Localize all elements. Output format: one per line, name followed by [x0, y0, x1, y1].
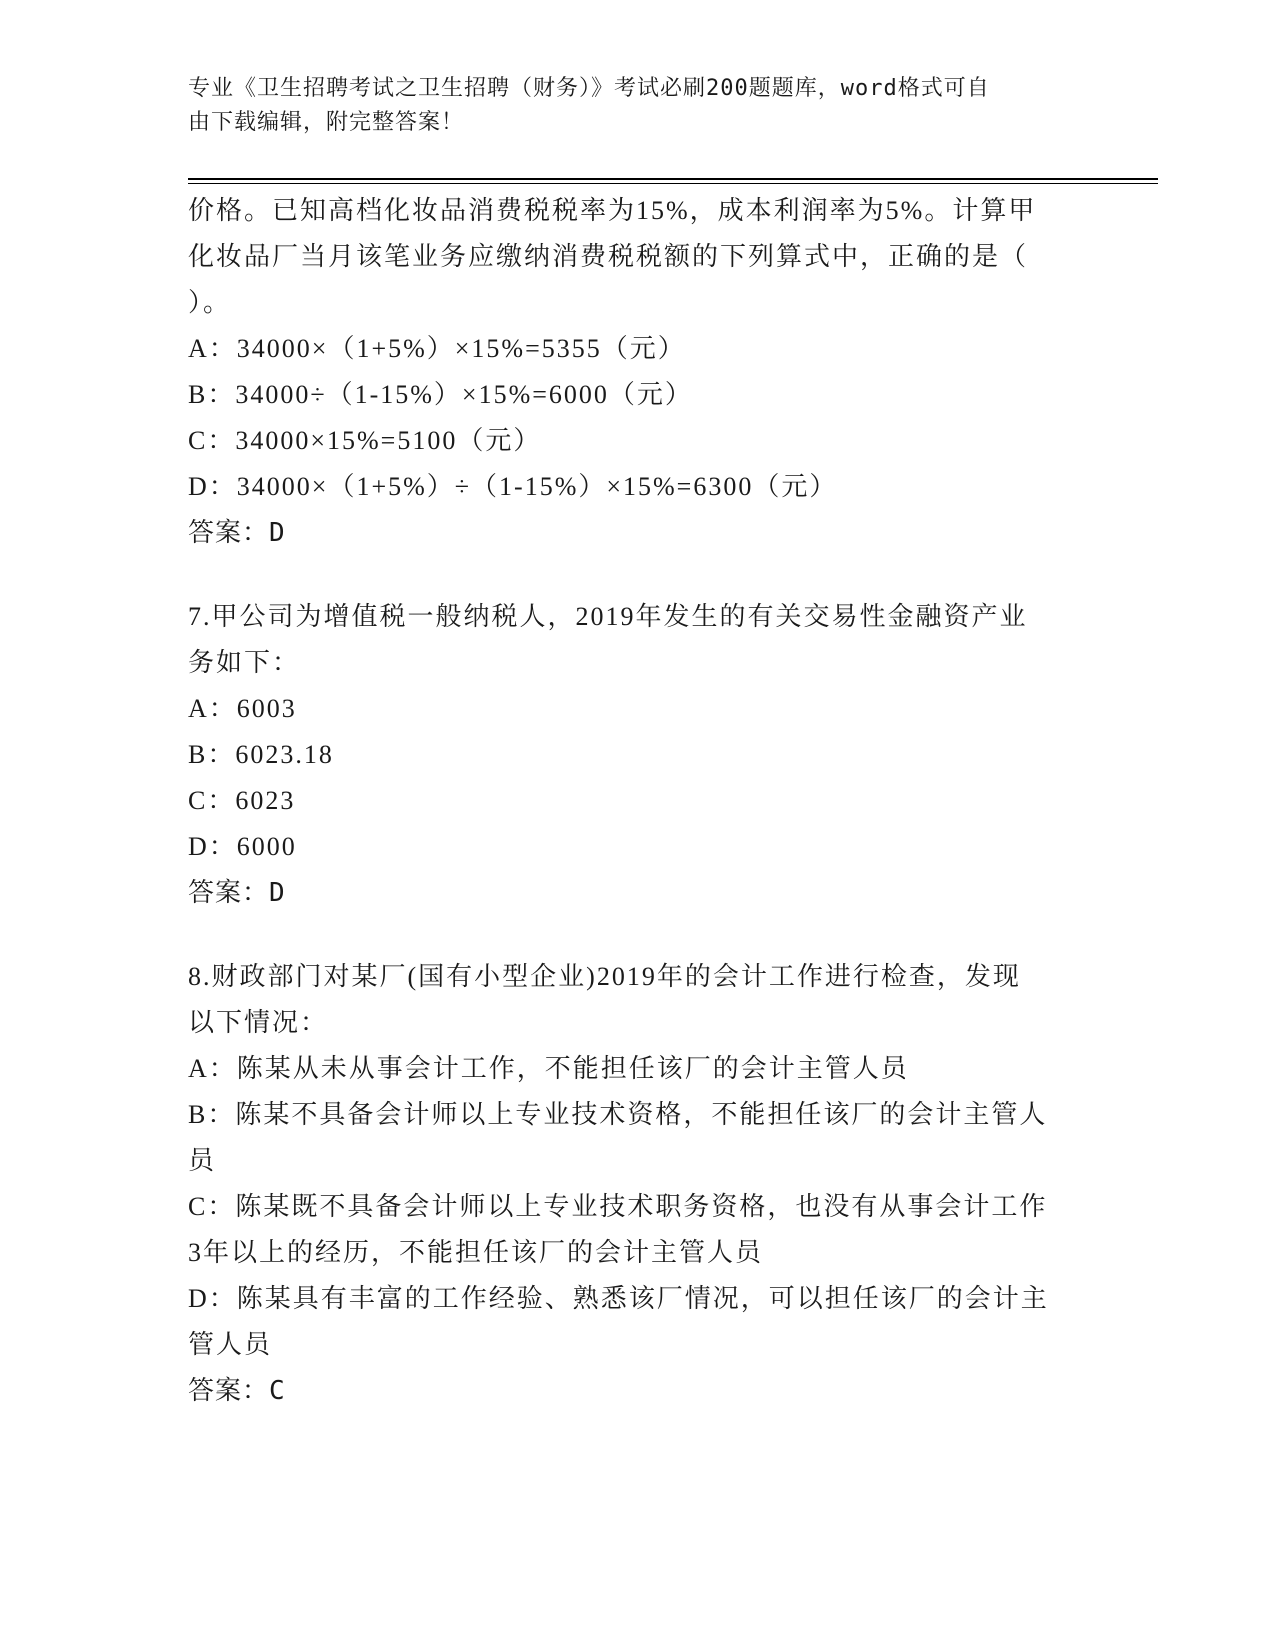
question-stem-line: ）。: [188, 288, 232, 317]
option-b: B：6023.18: [188, 740, 334, 769]
option-c: C：6023: [188, 786, 296, 815]
answer-line: [188, 510, 1078, 556]
answer-label: 答案：: [188, 1376, 270, 1406]
answer-line: [188, 1368, 1078, 1414]
question-stem-line: 价格。已知高档化妆品消费税税率为15%，成本利润率为5%。计算甲: [188, 196, 1037, 225]
header-rule-thick: [188, 178, 1158, 180]
question-content: [188, 188, 1078, 1414]
answer-line: [188, 870, 1078, 916]
answer-label: 答案：: [188, 518, 270, 548]
question-stem-line: 务如下：: [188, 648, 301, 677]
option-b-continued: 员: [188, 1146, 217, 1175]
header-line-1: 专业《卫生招聘考试之卫生招聘（财务）》考试必刷200题题库，word格式可自: [188, 76, 990, 101]
option-c: C：34000×15%=5100（元）: [188, 426, 542, 455]
header-line-2: 由下载编辑，附完整答案！: [188, 110, 465, 135]
question-stem-line: 化妆品厂当月该笔业务应缴纳消费税税额的下列算式中，正确的是（: [188, 242, 1029, 271]
option-d: D：陈某具有丰富的工作经验、熟悉该厂情况，可以担任该厂的会计主: [188, 1284, 1049, 1313]
option-d: D：6000: [188, 832, 297, 861]
answer-value: D: [269, 878, 286, 908]
answer-value: D: [269, 518, 286, 548]
question-6: [188, 188, 1078, 556]
question-8: [188, 954, 1078, 1414]
option-d: D：34000×（1+5%）÷（1-15%）×15%=6300（元）: [188, 472, 838, 501]
question-stem-line: 以下情况：: [188, 1008, 329, 1037]
option-c: C：陈某既不具备会计师以上专业技术职务资格，也没有从事会计工作: [188, 1192, 1048, 1221]
answer-value: C: [269, 1376, 286, 1406]
question-stem-line: 7.甲公司为增值税一般纳税人，2019年发生的有关交易性金融资产业: [188, 602, 1028, 631]
option-b: B：34000÷（1-15%）×15%=6000（元）: [188, 380, 693, 409]
option-d-continued: 管人员: [188, 1330, 273, 1359]
option-c-continued: 3年以上的经历，不能担任该厂的会计主管人员: [188, 1238, 764, 1267]
answer-label: 答案：: [188, 878, 270, 908]
spacer: [188, 916, 1078, 954]
option-a: A：34000×（1+5%）×15%=5355（元）: [188, 334, 686, 363]
option-a: A：6003: [188, 694, 297, 723]
document-header: [188, 72, 1068, 140]
header-rule-thin: [188, 183, 1158, 184]
option-a: A：陈某从未从事会计工作，不能担任该厂的会计主管人员: [188, 1054, 909, 1083]
spacer: [188, 556, 1078, 594]
option-b: B：陈某不具备会计师以上专业技术资格，不能担任该厂的会计主管人: [188, 1100, 1048, 1129]
question-stem-line: 8.财政部门对某厂(国有小型企业)2019年的会计工作进行检查，发现: [188, 962, 1021, 991]
question-7: [188, 594, 1078, 916]
